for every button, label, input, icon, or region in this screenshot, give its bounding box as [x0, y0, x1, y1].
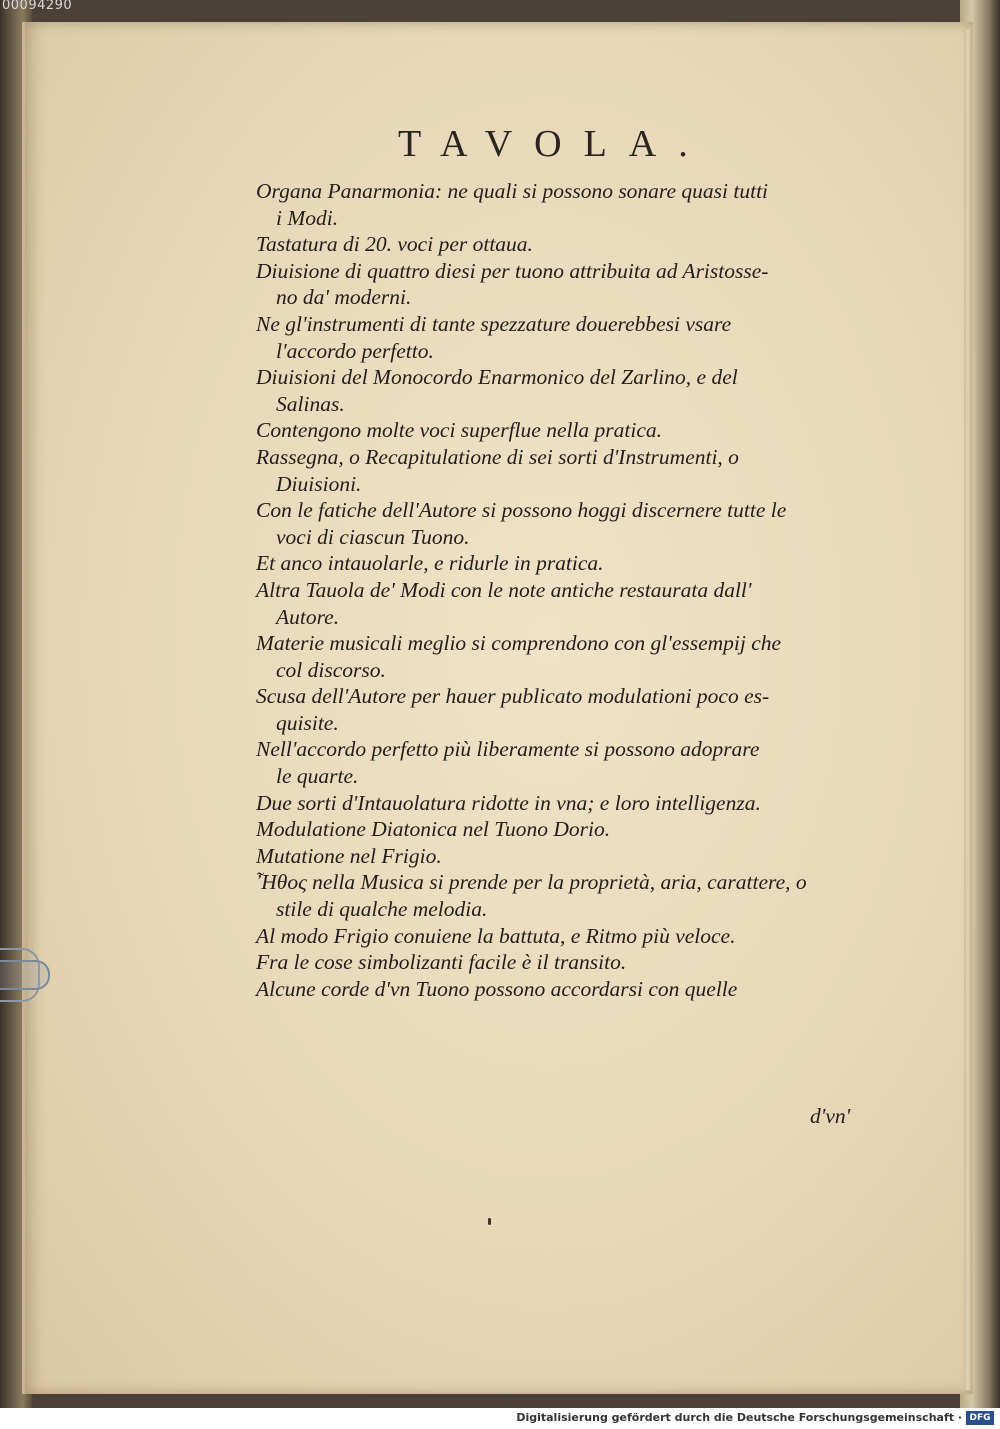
index-entry	[256, 444, 878, 497]
entry-continuation: i Modi.	[276, 205, 339, 230]
entry-continuation: voci di ciascun Tuono.	[276, 524, 470, 549]
index-entry	[256, 364, 878, 417]
entry-text: Altra Tauola de' Modi con le note antiche restaurata dall'	[256, 577, 752, 602]
index-entry	[256, 869, 878, 922]
index-entry	[256, 923, 878, 950]
index-entry	[256, 949, 878, 976]
entry-text: Organa Panarmonia: ne quali si possono sonare quasi tutti	[256, 179, 769, 203]
ribbon-bookmark	[0, 960, 50, 990]
page-heading: TAVOLA.	[398, 123, 710, 165]
entry-text: Rassegna, o Recapitulatione di sei sorti d'Instrumenti, o	[256, 444, 739, 469]
index-entry	[256, 550, 878, 577]
index-entry	[256, 311, 878, 364]
entry-text: Et anco intauolarle, e ridurle in pratica.	[256, 551, 604, 576]
entry-text: Materie musicali meglio si comprendono con gl'essempij che	[256, 631, 782, 656]
dfg-logo: DFG	[966, 1411, 994, 1425]
page-edge	[964, 30, 972, 1390]
entry-text: Con le fatiche dell'Autore si possono hoggi discernere tutte le	[256, 498, 787, 523]
entry-text: Fra le cose simbolizanti facile è il transito.	[256, 950, 627, 975]
entry-continuation: Autore.	[276, 604, 340, 629]
entry-continuation: no da' moderni.	[276, 285, 412, 310]
index-entries	[256, 178, 878, 1002]
index-entry	[256, 178, 878, 231]
entry-text: Contengono molte voci superflue nella pratica.	[256, 418, 663, 443]
entry-text: Ἦθος nella Musica si prende per la proprietà, aria, carattere, o	[256, 870, 807, 895]
index-entry	[256, 577, 878, 630]
entry-text: Mutatione nel Frigio.	[256, 843, 442, 868]
entry-continuation: le quarte.	[276, 764, 359, 789]
entry-text: Diuisioni del Monocordo Enarmonico del Zarlino, e del	[256, 365, 738, 390]
entry-continuation: quisite.	[276, 710, 339, 735]
entry-continuation: Salinas.	[276, 391, 345, 416]
entry-continuation: Diuisioni.	[276, 471, 362, 496]
ink-mark	[488, 1218, 491, 1225]
entry-text: Nell'accordo perfetto più liberamente si possono adoprare	[256, 737, 760, 762]
index-entry	[256, 976, 878, 1003]
catchword: d'vn'	[810, 1104, 851, 1128]
index-entry	[256, 497, 878, 550]
index-entry	[256, 736, 878, 789]
index-entry	[256, 417, 878, 444]
index-entry	[256, 683, 878, 736]
index-entry	[256, 258, 878, 311]
entry-text: Due sorti d'Intauolatura ridotte in vna; e loro intelligenza.	[256, 790, 761, 815]
index-entry	[256, 790, 878, 817]
index-entry	[256, 630, 878, 683]
entry-text: Al modo Frigio conuiene la battuta, e Ritmo più veloce.	[256, 923, 736, 948]
entry-text: Modulatione Diatonica nel Tuono Dorio.	[256, 817, 611, 842]
entry-text: Tastatura di 20. voci per ottaua.	[256, 232, 533, 257]
index-entry	[256, 816, 878, 843]
funding-credit: Digitalisierung gefördert durch die Deutsche Forschungsgemeinschaft ·	[516, 1411, 962, 1424]
index-entry	[256, 231, 878, 258]
index-entry	[256, 843, 878, 870]
catalog-id: 00094290	[2, 0, 73, 13]
entry-text: Ne gl'instrumenti di tante spezzature douerebbesi vsare	[256, 311, 732, 336]
entry-text: Alcune corde d'vn Tuono possono accordarsi con quelle	[256, 976, 738, 1001]
entry-continuation: col discorso.	[276, 657, 386, 682]
footer-bar	[0, 1408, 1000, 1429]
entry-text: Diuisione di quattro diesi per tuono attribuita ad Aristosse-	[256, 258, 769, 283]
entry-continuation: l'accordo perfetto.	[276, 338, 434, 363]
entry-continuation: stile di qualche melodia.	[276, 897, 488, 922]
entry-text: Scusa dell'Autore per hauer publicato modulationi poco es-	[256, 684, 770, 709]
